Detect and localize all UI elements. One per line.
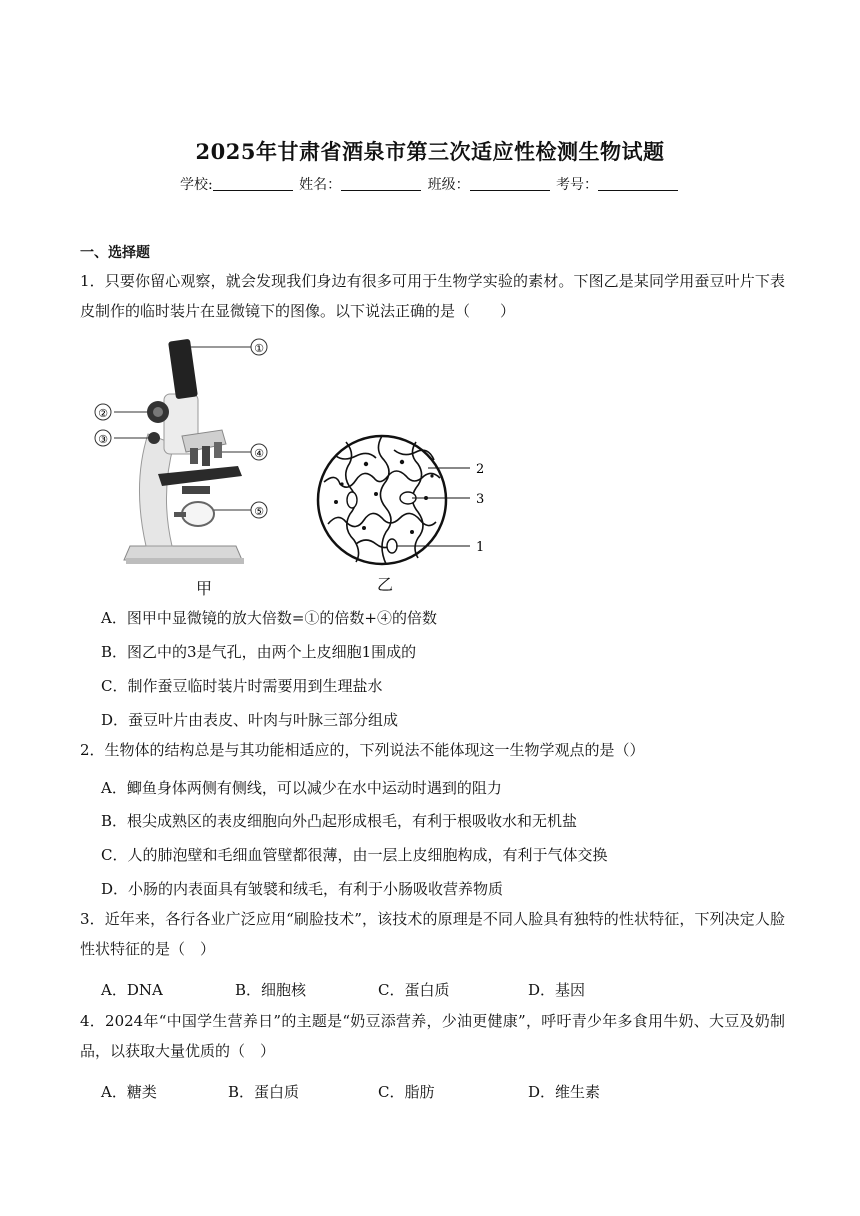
q4-option-c[interactable]: C．脂肪 [378,1083,435,1101]
microscope-figure [86,334,286,579]
number-blank[interactable] [598,176,678,191]
figure-caption-b: 乙 [377,575,394,594]
microscope-label-5: ⑤ [254,505,264,518]
cell-view-figure [316,432,496,572]
section-title: 一、选择题 [80,245,150,261]
microscope-label-1: ① [254,342,264,355]
microscope-label-3: ③ [98,433,108,446]
q1-option-c[interactable]: C．制作蚕豆临时装片时需要用到生理盐水 [101,677,383,695]
question-1-stem: 1．只要你留心观察，就会发现我们身边有很多可用于生物学实验的素材。下图乙是某同学用蚕豆叶片下表皮制作的临时装片在显微镜下的图像。以下说法正确的是（ ） [80,272,785,320]
cell-label-3: 3 [476,492,485,507]
school-label: 学校: [179,177,213,193]
q4-option-a[interactable]: A．糖类 [101,1083,157,1101]
q3-option-c[interactable]: C．蛋白质 [378,981,450,999]
question-4-stem: 4．2024年“中国学生营养日”的主题是“奶豆添营养，少油更健康”，呼吁青少年多食用牛奶、大豆及奶制品，以获取大量优质的（ ） [80,1012,785,1060]
school-blank[interactable] [213,176,293,191]
question-2-stem: 2．生物体的结构总是与其功能相适应的，下列说法不能体现这一生物学观点的是（） [80,741,645,759]
question-3-stem: 3．近年来，各行各业广泛应用“刷脸技术”，该技术的原理是不同人脸具有独特的性状特征，下列决定人脸性状特征的是（ ） [80,910,785,958]
student-info-line [0,174,860,194]
q3-option-d[interactable]: D．基因 [528,981,586,999]
q3-options [101,980,585,1000]
q2-option-b[interactable]: B．根尖成熟区的表皮细胞向外凸起形成根毛，有利于根吸收水和无机盐 [101,812,578,830]
name-label: 姓名： [299,177,342,193]
q3-option-b[interactable]: B．细胞核 [235,981,307,999]
q2-option-d[interactable]: D．小肠的内表面具有皱襞和绒毛，有利于小肠吸收营养物质 [101,880,504,898]
q4-options [101,1082,600,1102]
microscope-label-2: ② [98,407,108,420]
cell-label-2: 2 [476,462,485,477]
q2-option-a[interactable]: A．鲫鱼身体两侧有侧线，可以减少在水中运动时遇到的阻力 [101,779,502,797]
name-blank[interactable] [341,176,421,191]
exam-title: 2025年甘肃省酒泉市第三次适应性检测生物试题 [195,139,665,164]
cell-label-1: 1 [476,540,485,555]
q1-option-a[interactable]: A．图甲中显微镜的放大倍数=①的倍数+④的倍数 [101,609,437,627]
number-label: 考号： [556,177,599,193]
q1-option-d[interactable]: D．蚕豆叶片由表皮、叶肉与叶脉三部分组成 [101,711,399,729]
q4-option-b[interactable]: B．蛋白质 [228,1083,300,1101]
figure-caption-a: 甲 [196,579,213,598]
q1-option-b[interactable]: B．图乙中的3是气孔，由两个上皮细胞1围成的 [101,643,417,661]
q4-option-d[interactable]: D．维生素 [528,1083,601,1101]
q3-option-a[interactable]: A．DNA [101,981,163,999]
microscope-label-4: ④ [254,447,264,460]
class-label: 班级： [427,177,470,193]
class-blank[interactable] [470,176,550,191]
q2-option-c[interactable]: C．人的肺泡壁和毛细血管壁都很薄，由一层上皮细胞构成，有利于气体交换 [101,846,608,864]
